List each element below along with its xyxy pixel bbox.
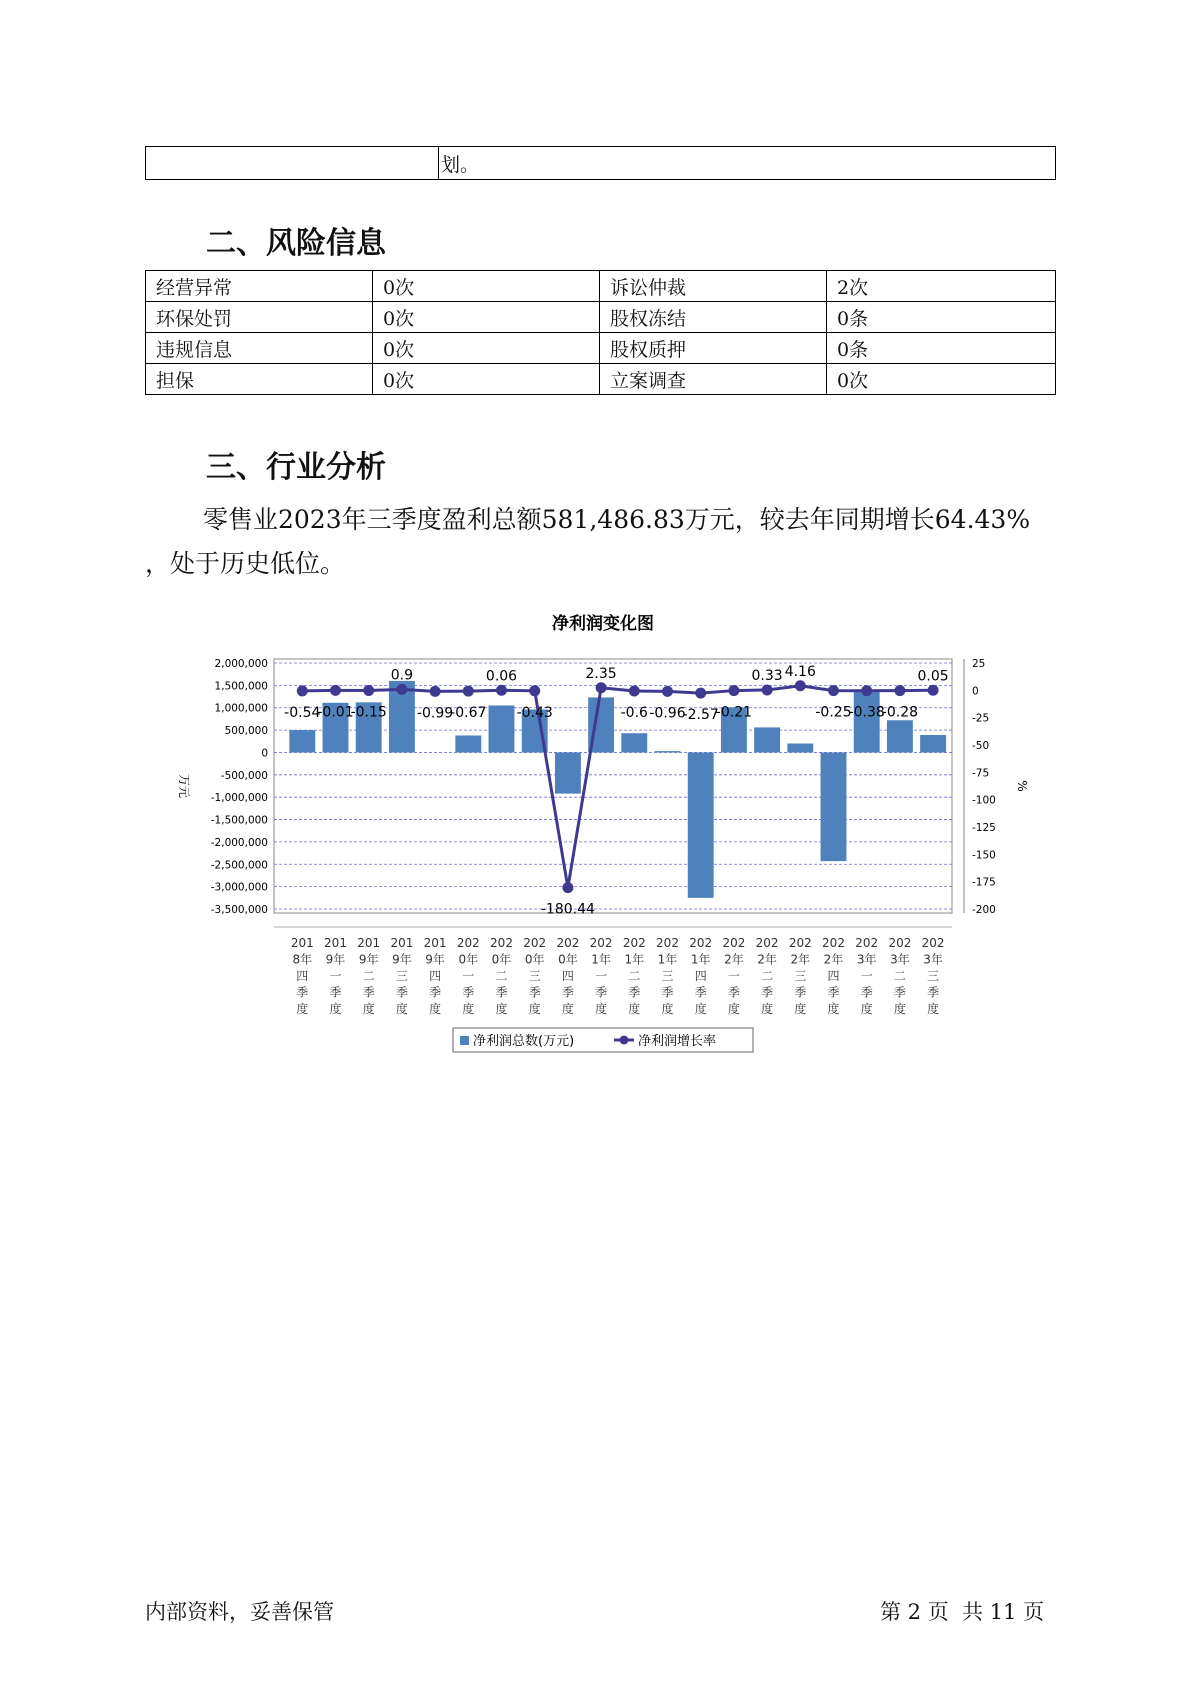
y2-tick-label: -150 [972,849,996,862]
y2-tick-label: 25 [972,658,986,670]
top-table-left-cell [146,147,439,180]
x-tick-label: 三 [794,969,807,983]
data-label: -0.01 [317,704,354,721]
growth-rate-point [762,684,773,695]
bar [555,752,581,793]
x-tick-label: 2年 [823,952,844,967]
x-tick-label: 季 [860,985,873,1000]
growth-rate-point [828,685,839,696]
x-tick-label: 三 [661,969,674,983]
x-tick-label: 201 [324,936,347,950]
y-tick-label: -1,000,000 [210,792,268,805]
x-tick-label: 度 [595,1002,608,1016]
x-tick-label: 季 [628,985,641,1000]
growth-rate-point [728,685,739,696]
x-tick-label: 季 [561,985,574,1000]
x-tick-label: 202 [722,936,746,950]
growth-rate-point [861,685,872,696]
y-tick-label: 1,000,000 [214,702,268,715]
x-tick-label: 二 [495,969,508,983]
data-label: 2.35 [585,665,617,682]
x-tick-label: 季 [727,985,740,1000]
bar [787,744,813,753]
data-label: -0.25 [815,704,852,721]
chart-legend [453,1028,753,1052]
x-tick-label: 季 [761,985,774,1000]
legend-line-marker [620,1036,629,1045]
data-label: -0.38 [848,704,885,721]
x-tick-label: 9年 [392,952,412,967]
x-tick-label: 四 [694,969,707,983]
data-label: 4.16 [784,663,816,680]
y-tick-label: -2,000,000 [210,836,268,849]
bar [920,735,946,752]
data-label: -0.99 [416,705,454,722]
x-tick-label: 三 [395,969,408,983]
y2-tick-label: -175 [972,876,996,889]
x-tick-label: 0年 [491,952,512,967]
y2-tick-label: -75 [972,767,990,780]
data-label: -0.15 [350,704,387,721]
y-tick-label: -3,500,000 [210,904,268,916]
section2-title: 二、风险信息 [206,226,386,261]
x-tick-label: 一 [329,969,342,983]
growth-rate-point [396,684,407,695]
data-label: -0.54 [284,704,321,721]
x-tick-label: 9年 [325,952,346,967]
growth-rate-point [928,685,939,696]
legend-bar-swatch [460,1036,469,1045]
growth-rate-point [662,686,673,697]
y2-tick-label: -50 [972,740,990,752]
x-tick-label: 202 [456,936,480,950]
y-tick-label: 500,000 [224,725,268,738]
x-tick-label: 度 [395,1002,408,1016]
x-tick-label: 201 [357,936,381,950]
x-tick-label: 季 [661,985,674,1000]
y-tick-label: 1,500,000 [214,680,268,693]
x-tick-label: 202 [523,936,547,950]
x-tick-label: 0年 [458,952,479,967]
x-tick-label: 度 [761,1002,774,1016]
x-tick-label: 202 [755,936,779,950]
net-profit-chart [177,610,1029,1070]
table-row [146,302,1056,333]
x-tick-label: 3年 [923,952,943,967]
x-tick-label: 202 [556,936,580,950]
data-label: 0.05 [917,668,949,685]
x-tick-label: 202 [921,936,945,950]
x-tick-label: 1年 [591,952,611,967]
x-tick-label: 季 [827,985,840,1000]
growth-rate-point [496,685,507,696]
x-tick-label: 四 [827,969,840,983]
x-tick-label: 度 [561,1002,574,1016]
x-tick-label: 202 [855,936,879,950]
risk-value: 0条 [827,302,1056,333]
x-tick-label: 度 [329,1002,342,1016]
y-tick-label: -3,000,000 [210,881,268,894]
x-tick-label: 3年 [856,952,877,967]
x-tick-label: 二 [628,969,641,983]
x-tick-label: 度 [860,1002,873,1016]
bar [887,720,913,752]
risk-value: 2次 [827,271,1056,302]
x-tick-label: 季 [395,985,408,1000]
bar [688,752,714,897]
data-label: -2.57 [682,707,719,724]
growth-rate-point [596,682,607,693]
x-tick-label: 季 [429,985,442,1000]
x-tick-label: 201 [390,936,414,950]
y2-tick-label: -125 [972,822,996,834]
x-tick-label: 201 [423,936,447,950]
plot-area [274,659,952,913]
growth-rate-point [562,882,573,893]
y2-tick-label: -25 [972,712,990,725]
growth-rate-point [330,685,341,696]
x-tick-label: 201 [290,936,314,950]
x-tick-label: 度 [794,1002,807,1016]
x-tick-label: 季 [462,985,475,1000]
x-tick-label: 二 [362,969,375,983]
x-tick-label: 季 [927,985,940,1000]
table-row [146,364,1056,395]
top-table-right-cell: 划。 [439,147,1056,180]
top-table [145,146,1056,180]
analysis-paragraph-line1: 零售业2023年三季度盈利总额581,486.83万元，较去年同期增长64.43% [203,505,1031,534]
x-tick-label: 一 [727,969,740,983]
x-tick-label: 202 [689,936,713,950]
x-tick-label: 度 [296,1002,309,1016]
x-tick-label: 一 [595,969,608,983]
x-tick-label: 0年 [524,952,545,967]
legend-item: 净利润总数(万元) [473,1034,575,1049]
chart-title: 净利润变化图 [552,614,654,634]
bar [621,733,647,752]
risk-label: 担保 [146,364,373,395]
x-tick-label: 度 [362,1002,375,1016]
bar [289,730,315,752]
x-tick-label: 202 [822,936,845,950]
x-tick-label: 季 [595,985,608,1000]
growth-rate-point [695,688,706,699]
table-row [146,333,1056,364]
bar [489,705,515,752]
analysis-paragraph-line2: ，处于历史低位。 [145,549,346,578]
bar [455,735,481,752]
risk-value: 0次 [827,364,1056,395]
x-tick-label: 三 [927,969,940,983]
x-tick-label: 季 [794,985,807,1000]
x-tick-label: 季 [694,985,707,1000]
x-tick-label: 季 [296,985,309,1000]
x-tick-label: 8年 [292,952,313,967]
risk-value: 0条 [827,333,1056,364]
x-tick-label: 度 [628,1002,641,1016]
bar [655,751,681,752]
x-tick-label: 2年 [790,952,811,967]
data-label: -0.43 [516,704,553,721]
x-tick-label: 202 [656,936,679,950]
data-label: -0.21 [715,704,753,721]
growth-rate-point [297,685,308,696]
y-tick-label: 2,000,000 [214,658,268,670]
y2-tick-label: -100 [972,794,996,807]
data-label: -0.96 [649,705,686,722]
x-tick-label: 度 [727,1002,740,1016]
risk-value: 0次 [373,333,600,364]
x-tick-label: 季 [495,985,508,1000]
x-tick-label: 度 [694,1002,707,1016]
y-tick-label: -2,500,000 [210,859,268,872]
x-tick-label: 一 [860,969,873,983]
growth-rate-point [363,685,374,696]
x-tick-label: 季 [893,985,906,1000]
data-label: 0.9 [390,667,414,684]
y-tick-label: -1,500,000 [210,814,268,827]
x-tick-label: 202 [589,936,613,950]
risk-label: 股权冻结 [600,302,827,333]
bar [821,752,847,861]
x-tick-label: 二 [893,969,906,983]
growth-rate-point [529,685,540,696]
data-label: -0.67 [450,705,487,722]
x-tick-label: 季 [329,985,342,1000]
x-tick-label: 度 [528,1002,541,1016]
risk-label: 立案调查 [600,364,827,395]
risk-value: 0次 [373,364,600,395]
x-tick-label: 度 [927,1002,940,1016]
y2-axis-label: % [1015,780,1029,792]
x-tick-label: 202 [490,936,513,950]
x-tick-label: 度 [827,1002,840,1016]
x-tick-label: 202 [622,936,646,950]
page-number: 第 2 页 共 11 页 [880,1600,1045,1624]
data-label: -0.28 [881,704,919,721]
x-tick-label: 四 [296,969,309,983]
x-tick-label: 度 [462,1002,475,1016]
growth-rate-point [629,685,640,696]
y-tick-label: 0 [261,747,268,760]
bar [854,692,880,752]
x-tick-label: 度 [495,1002,508,1016]
y-axis-label: 万元 [177,773,191,799]
y-tick-label: -500,000 [220,769,268,782]
data-label: 0.33 [751,667,783,684]
x-tick-label: 1年 [624,952,645,967]
x-tick-label: 1年 [657,952,678,967]
risk-table [145,270,1056,395]
x-tick-label: 度 [429,1002,442,1016]
x-tick-label: 202 [788,936,812,950]
risk-value: 0次 [373,302,600,333]
x-tick-label: 三 [528,969,541,983]
x-tick-label: 9年 [358,952,379,967]
risk-label: 股权质押 [600,333,827,364]
risk-label: 违规信息 [146,333,373,364]
x-tick-label: 一 [462,969,475,983]
x-tick-label: 1年 [690,952,711,967]
section3-title: 三、行业分析 [206,450,386,485]
data-label: -0.6 [620,704,648,721]
x-tick-label: 9年 [425,952,445,967]
growth-rate-point [430,686,441,697]
growth-rate-point [795,680,806,691]
risk-value: 0次 [373,271,600,302]
bar [754,727,780,752]
data-label: 0.06 [485,668,518,685]
x-tick-label: 202 [888,936,912,950]
legend-item: 净利润增长率 [638,1034,717,1049]
data-label: -180.44 [540,901,595,918]
x-tick-label: 二 [761,969,774,983]
risk-label: 经营异常 [146,271,373,302]
x-tick-label: 度 [893,1002,906,1016]
x-tick-label: 季 [528,985,541,1000]
footer-left: 内部资料，妥善保管 [145,1600,334,1624]
x-tick-label: 3年 [890,952,910,967]
x-tick-label: 2年 [724,952,744,967]
growth-rate-point [894,685,905,696]
risk-label: 诉讼仲裁 [600,271,827,302]
table-row [146,271,1056,302]
x-tick-label: 2年 [757,952,777,967]
y2-tick-label: 0 [972,685,979,698]
x-tick-label: 季 [362,985,375,1000]
risk-label: 环保处罚 [146,302,373,333]
x-tick-label: 度 [661,1002,674,1016]
x-tick-label: 0年 [558,952,578,967]
growth-rate-point [463,686,474,697]
x-tick-label: 四 [561,969,574,983]
x-tick-label: 四 [429,969,442,983]
y2-tick-label: -200 [972,904,996,916]
